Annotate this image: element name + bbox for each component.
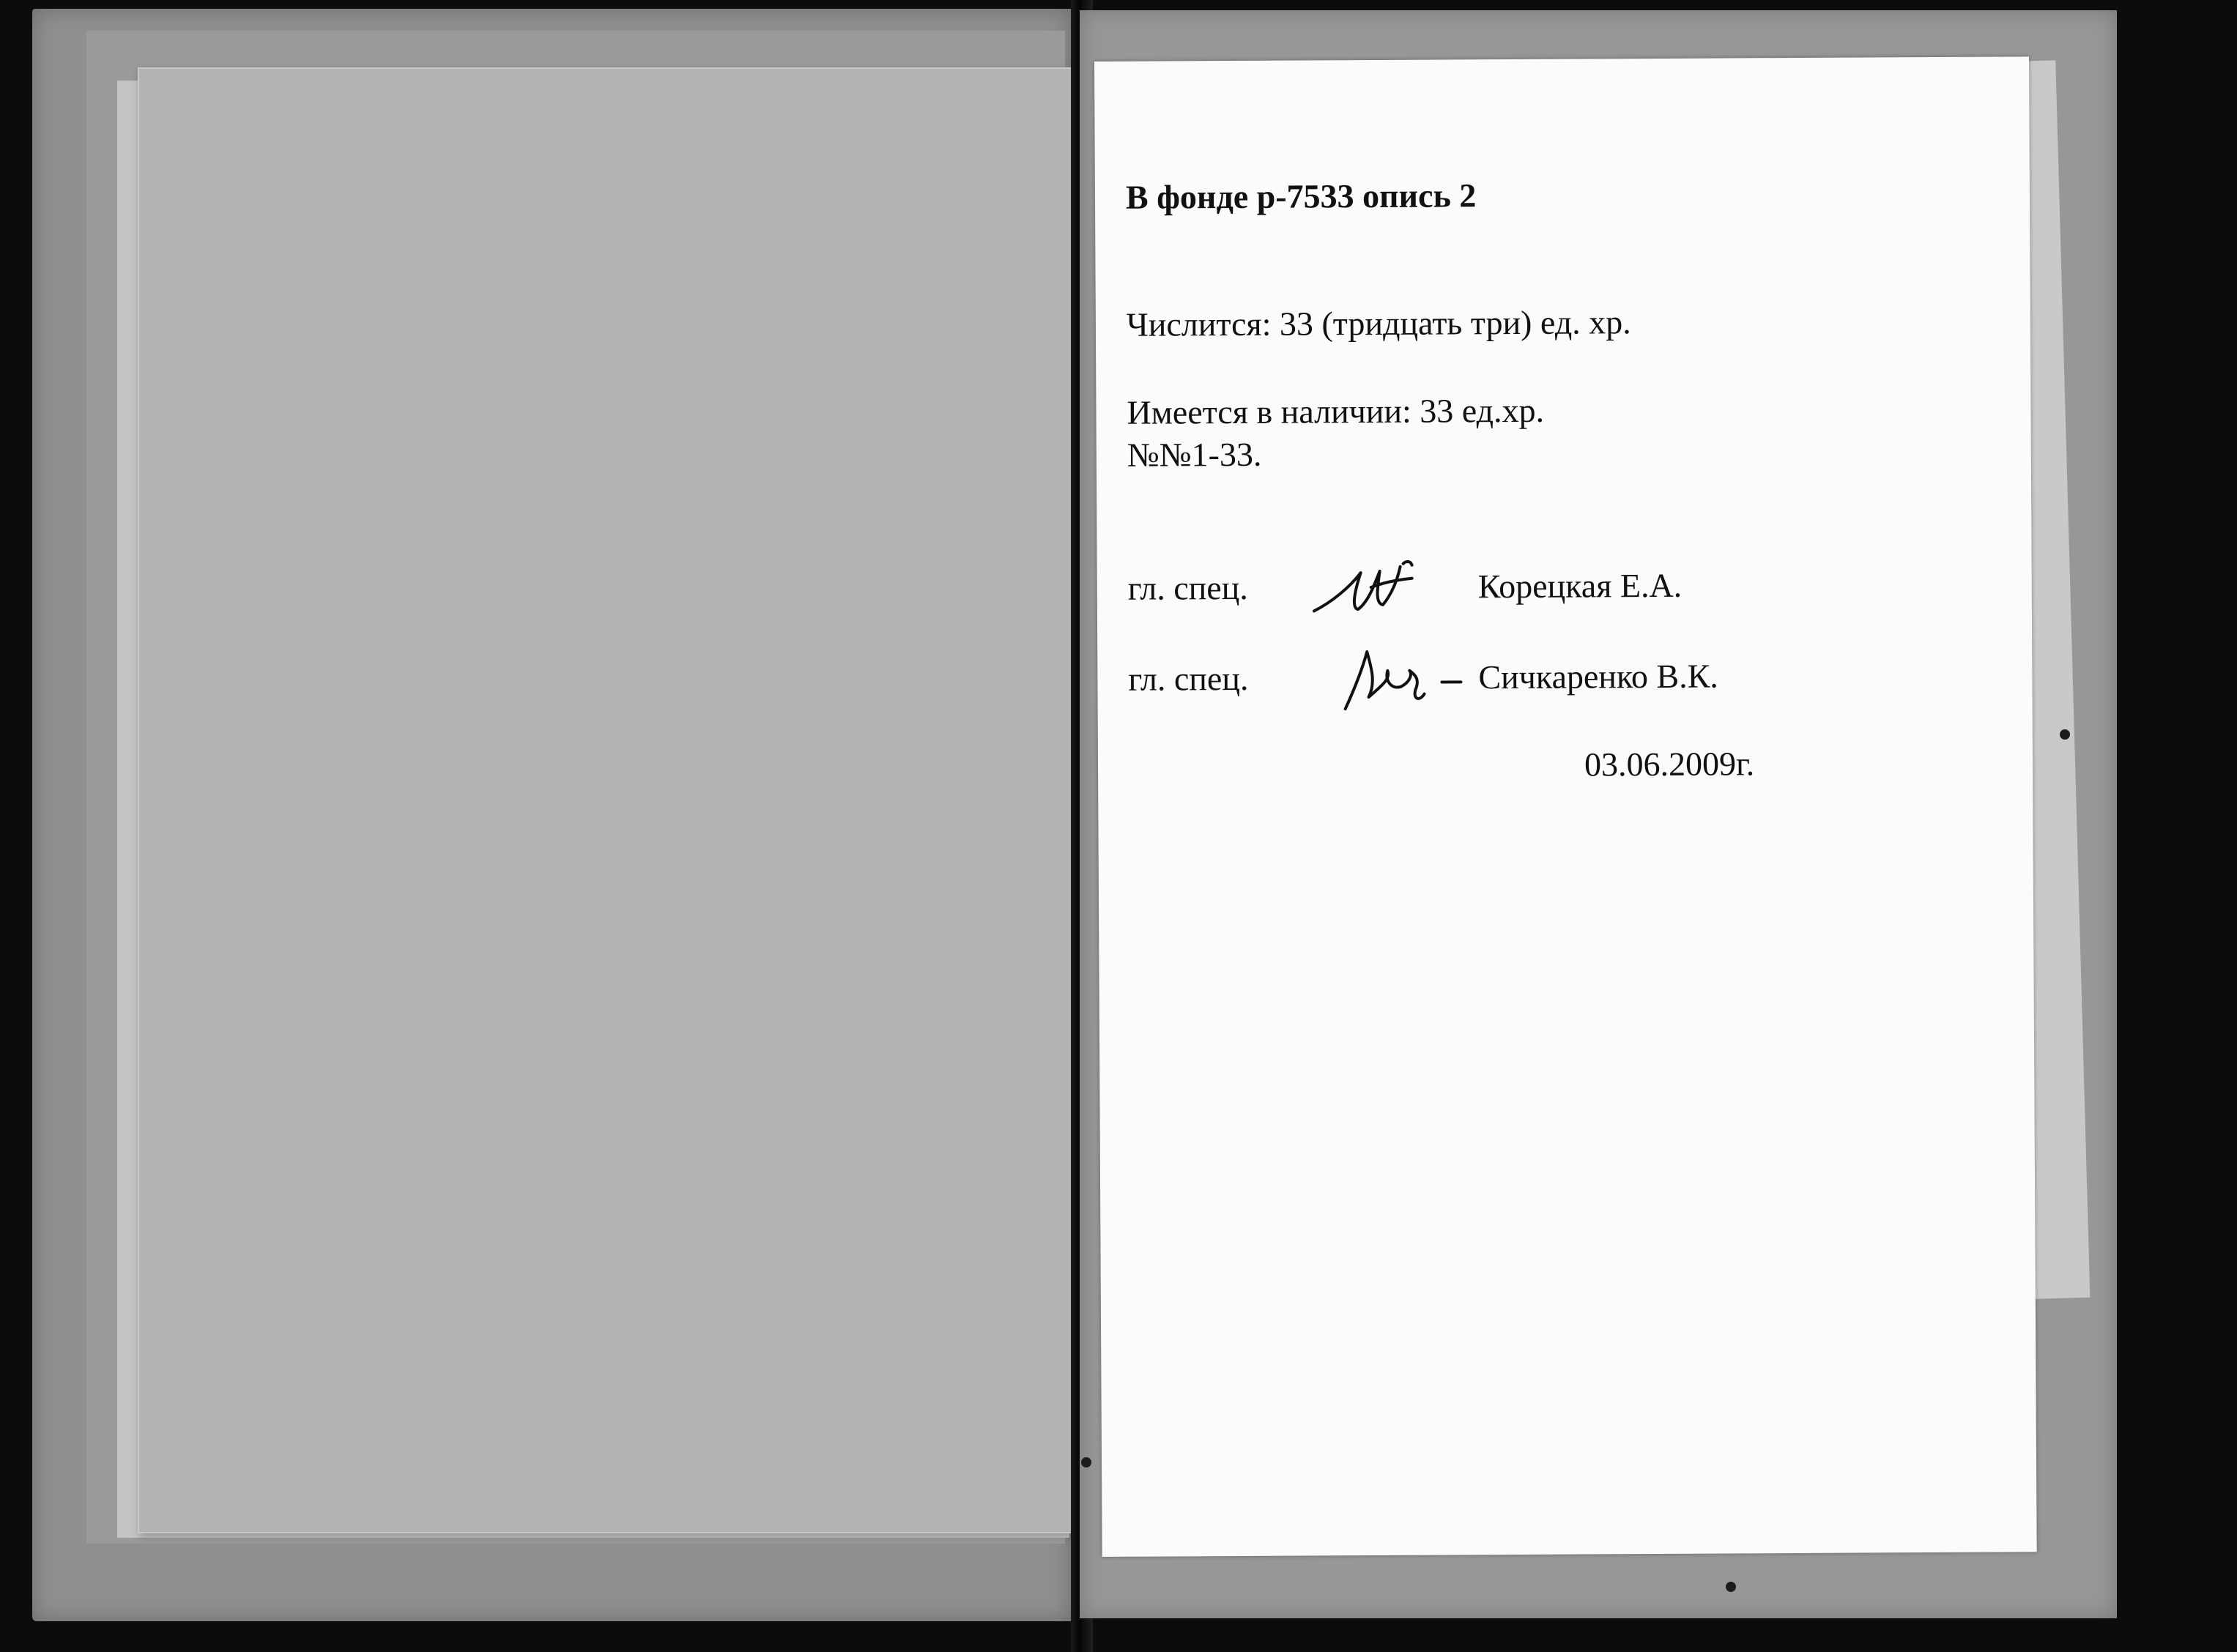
spine-rivet-top bbox=[1081, 1457, 1091, 1467]
available-count: Имеется в наличии: 33 ед.хр. bbox=[1127, 391, 1545, 431]
fund-title: В фонде р-7533 опись 2 bbox=[1125, 176, 1477, 216]
board-rivet-bottom bbox=[1726, 1582, 1736, 1592]
signature-2 bbox=[1339, 638, 1464, 719]
signature-1 bbox=[1310, 551, 1420, 625]
signatory-position-1: гл. спец. bbox=[1127, 568, 1248, 607]
signatory-name-2: Сичкаренко В.К. bbox=[1478, 657, 1718, 696]
signatory-name-1: Корецкая Е.А. bbox=[1477, 566, 1683, 606]
signatory-position-2: гл. спец. bbox=[1128, 659, 1249, 698]
listed-count: Числится: 33 (тридцать три) ед. хр. bbox=[1126, 303, 1631, 343]
inventory-certificate-sheet bbox=[1094, 56, 2037, 1557]
item-numbers: №№1-33. bbox=[1127, 435, 1262, 474]
document-date: 03.06.2009г. bbox=[1584, 745, 1755, 784]
left-blank-sheet bbox=[138, 67, 1080, 1533]
board-rivet-right bbox=[2060, 729, 2070, 740]
